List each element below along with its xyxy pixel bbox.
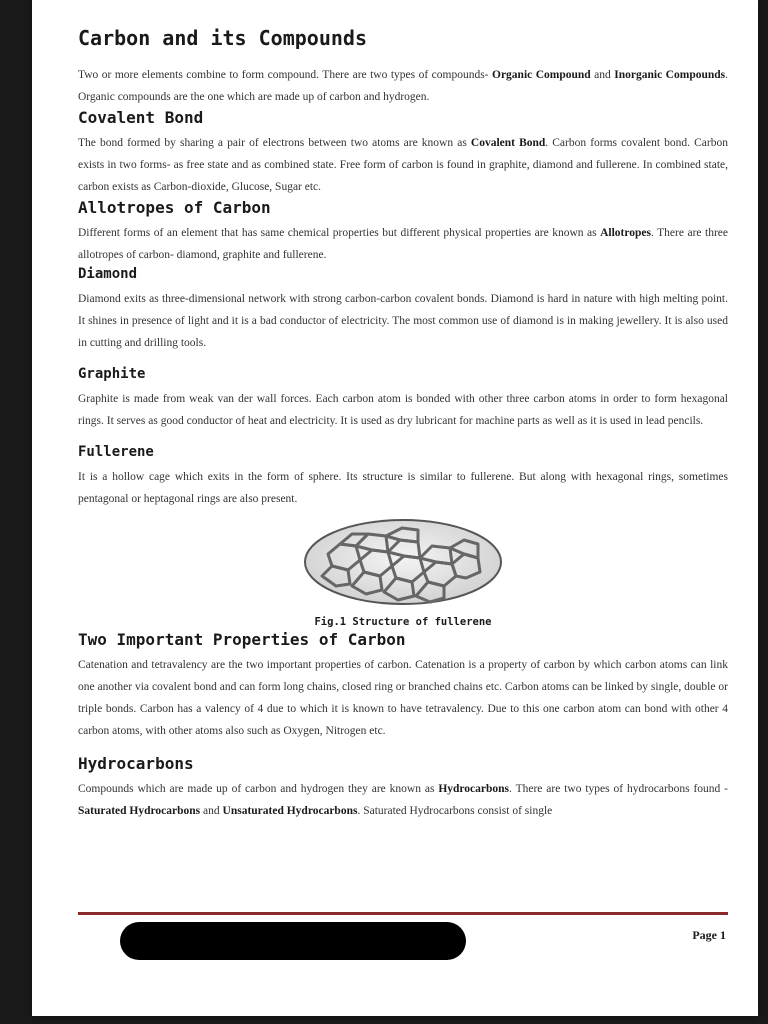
redacted-footer-block bbox=[120, 922, 466, 960]
covalent-bold: Covalent Bond bbox=[470, 137, 546, 149]
intro-text-2: and bbox=[590, 69, 615, 81]
heading-diamond: Diamond bbox=[78, 266, 138, 282]
heading-allotropes: Allotropes of Carbon bbox=[78, 198, 271, 217]
covalent-paragraph bbox=[78, 132, 728, 198]
allotropes-text-2: . There are three allotropes of carbon- diamond, graphite and fullerene. bbox=[78, 227, 728, 261]
diamond-paragraph: Diamond exits as three-dimensional network with strong carbon-carbon covalent bonds. Diamond is hard in nature with high melting point. It shines in presence of light and it is a bad conductor of electricity. The most common use of diamond is in making jewellery. It is also used in cutting and drilling tools. bbox=[78, 293, 728, 349]
fullerene-structure-image bbox=[298, 514, 508, 610]
hydro-bold-unsaturated: Unsaturated Hydrocarbons bbox=[222, 805, 358, 817]
graphite-paragraph: Graphite is made from weak van der wall forces. Each carbon atom is bonded with other three carbon atoms in order to form hexagonal rings. It serves as good conductor of heat and electricity. It is used as dry lubricant for machine parts as well as it is used in lead pencils. bbox=[78, 393, 728, 427]
figure-caption: Fig.1 Structure of fullerene bbox=[314, 616, 492, 628]
intro-text-3: . Organic compounds are the one which are made up of carbon and hydrogen. bbox=[78, 69, 728, 103]
hydrocarbons-paragraph bbox=[78, 778, 728, 822]
page-number: Page 1 bbox=[692, 928, 726, 942]
intro-bold-inorganic: Inorganic Compounds bbox=[614, 69, 726, 81]
intro-paragraph bbox=[78, 64, 728, 108]
heading-covalent-bond: Covalent Bond bbox=[78, 108, 204, 127]
heading-graphite: Graphite bbox=[78, 366, 146, 382]
page-title: Carbon and its Compounds bbox=[78, 26, 367, 50]
covalent-text-2: . Carbon forms covalent bond. Carbon exists in two forms- as free state and as combined state. Free form of carbon is found in graphite, diamond and fullerene. In combined state, carbon exists as Carbon-dioxide, Glucose, Sugar etc. bbox=[78, 137, 728, 193]
allotropes-text-1: Different forms of an element that has same chemical properties but different physical properties are known as bbox=[78, 227, 601, 239]
intro-text-1: Two or more elements combine to form compound. There are two types of compounds- bbox=[78, 69, 492, 81]
hydro-text-4: . Saturated Hydrocarbons consist of single bbox=[357, 805, 553, 817]
allotropes-paragraph bbox=[78, 222, 728, 266]
fullerene-figure bbox=[78, 514, 728, 628]
intro-bold-organic: Organic Compound bbox=[492, 69, 591, 81]
hydro-bold-1: Hydrocarbons bbox=[438, 783, 510, 795]
hydro-text-2: . There are two types of hydrocarbons found - bbox=[509, 783, 729, 795]
footer-rule bbox=[78, 912, 728, 915]
covalent-text-1: The bond formed by sharing a pair of electrons between two atoms are known as bbox=[78, 137, 471, 149]
hydro-text-1: Compounds which are made up of carbon and hydrogen they are known as bbox=[78, 783, 439, 795]
heading-properties: Two Important Properties of Carbon bbox=[78, 630, 406, 649]
page-content bbox=[78, 18, 728, 822]
fullerene-paragraph: It is a hollow cage which exits in the form of sphere. Its structure is similar to fullerene. But along with hexagonal rings, sometimes pentagonal or heptagonal rings are also present. bbox=[78, 471, 728, 505]
heading-hydrocarbons: Hydrocarbons bbox=[78, 754, 194, 773]
heading-fullerene: Fullerene bbox=[78, 444, 154, 460]
properties-paragraph: Catenation and tetravalency are the two important properties of carbon. Catenation is a property of carbon by which carbon atoms can link one another via covalent bond and can form long chains, closed ring or branched chains etc. Carbon atoms can be linked by single, double or triple bonds. Carbon has a valency of 4 due to which it is known to have tetravalency. Due to this one carbon atom can bond with other 4 carbon atoms, with other atoms also such as Oxygen, Nitrogen etc. bbox=[78, 659, 728, 737]
hydro-bold-saturated: Saturated Hydrocarbons bbox=[78, 805, 201, 817]
allotropes-bold: Allotropes bbox=[600, 227, 651, 239]
document-page bbox=[32, 0, 758, 1016]
hydro-text-3: and bbox=[200, 805, 223, 817]
